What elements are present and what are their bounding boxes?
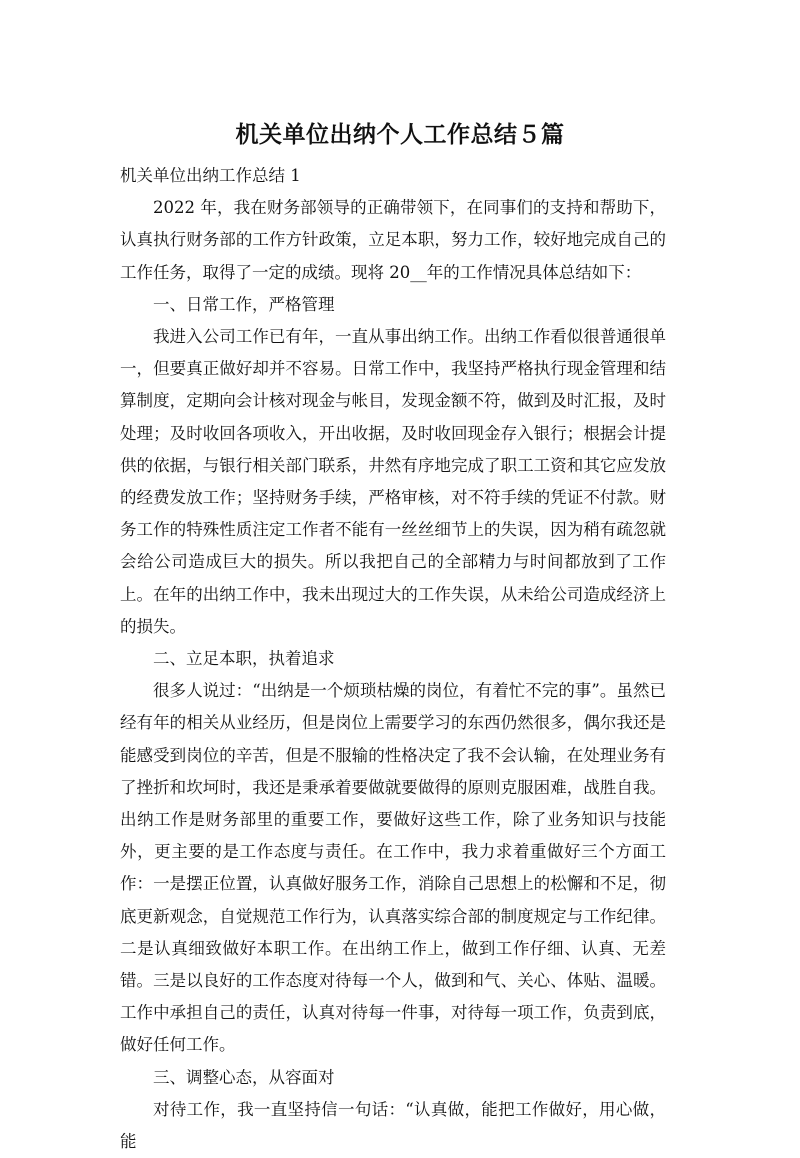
paragraph-intro: 2022 年，我在财务部领导的正确带领下，在同事们的支持和帮助下，认真执行财务部的工作方针政策，立足本职，努力工作，较好地完成自己的工作任务，取得了一定的成绩。现将 20__年的工作情况具体总结如下：: [120, 198, 666, 282]
document-title: 机关单位出纳个人工作总结５篇: [235, 122, 565, 148]
heading-standing-post: 二、立足本职，执着追求: [153, 649, 335, 669]
paragraph-adjust-mindset: 对待工作，我一直坚持信一句话：“认真做，能把工作做好，用心做，能: [120, 1099, 666, 1152]
heading-adjust-mindset: 三、调整心态，从容面对: [153, 1067, 335, 1087]
document-body: [120, 160, 666, 1158]
section-subtitle: 机关单位出纳工作总结 1: [120, 166, 301, 185]
paragraph-standing-post: 很多人说过：“出纳是一个烦琐枯燥的岗位，有着忙不完的事”。虽然已经有年的相关从业经历，但是岗位上需要学习的东西仍然很多，偶尔我还是能感受到岗位的辛苦，但是不服输的性格决定了我不会认输，在处理业务有了挫折和坎坷时，我还是秉承着要做就要做得的原则克服困难，战胜自我。出纳工作是财务部里的重要工作，要做好这些工作，除了业务知识与技能外，更主要的是工作态度与责任。在工作中，我力求着重做好三个方面工作：一是摆正位置，认真做好服务工作，消除自己思想上的松懈和不足，彻底更新观念，自觉规范工作行为，认真落实综合部的制度规定与工作纪律。二是认真细致做好本职工作。在出纳工作上，做到工作仔细、认真、无差错。三是以良好的工作态度对待每一个人，做到和气、关心、体贴、温暖。工作中承担自己的责任，认真对待每一件事，对待每一项工作，负责到底，做好任何工作。: [120, 681, 666, 1055]
paragraph-daily-work: 我进入公司工作已有年，一直从事出纳工作。出纳工作看似很普通很单一，但要真正做好却并不容易。日常工作中，我坚持严格执行现金管理和结算制度，定期向会计核对现金与帐目，发现金额不符，做到及时汇报，及时处理；及时收回各项收入，开出收据，及时收回现金存入银行；根据会计提供的依据，与银行相关部门联系，井然有序地完成了职工工资和其它应发放的经费发放工作；坚持财务手续，严格审核，对不符手续的凭证不付款。财务工作的特殊性质注定工作者不能有一丝丝细节上的失误，因为稍有疏忽就会给公司造成巨大的损失。所以我把自己的全部精力与时间都放到了工作上。在年的出纳工作中，我未出现过大的工作失误，从未给公司造成经济上的损失。: [120, 327, 666, 636]
heading-daily-work: 一、日常工作，严格管理: [153, 294, 335, 314]
